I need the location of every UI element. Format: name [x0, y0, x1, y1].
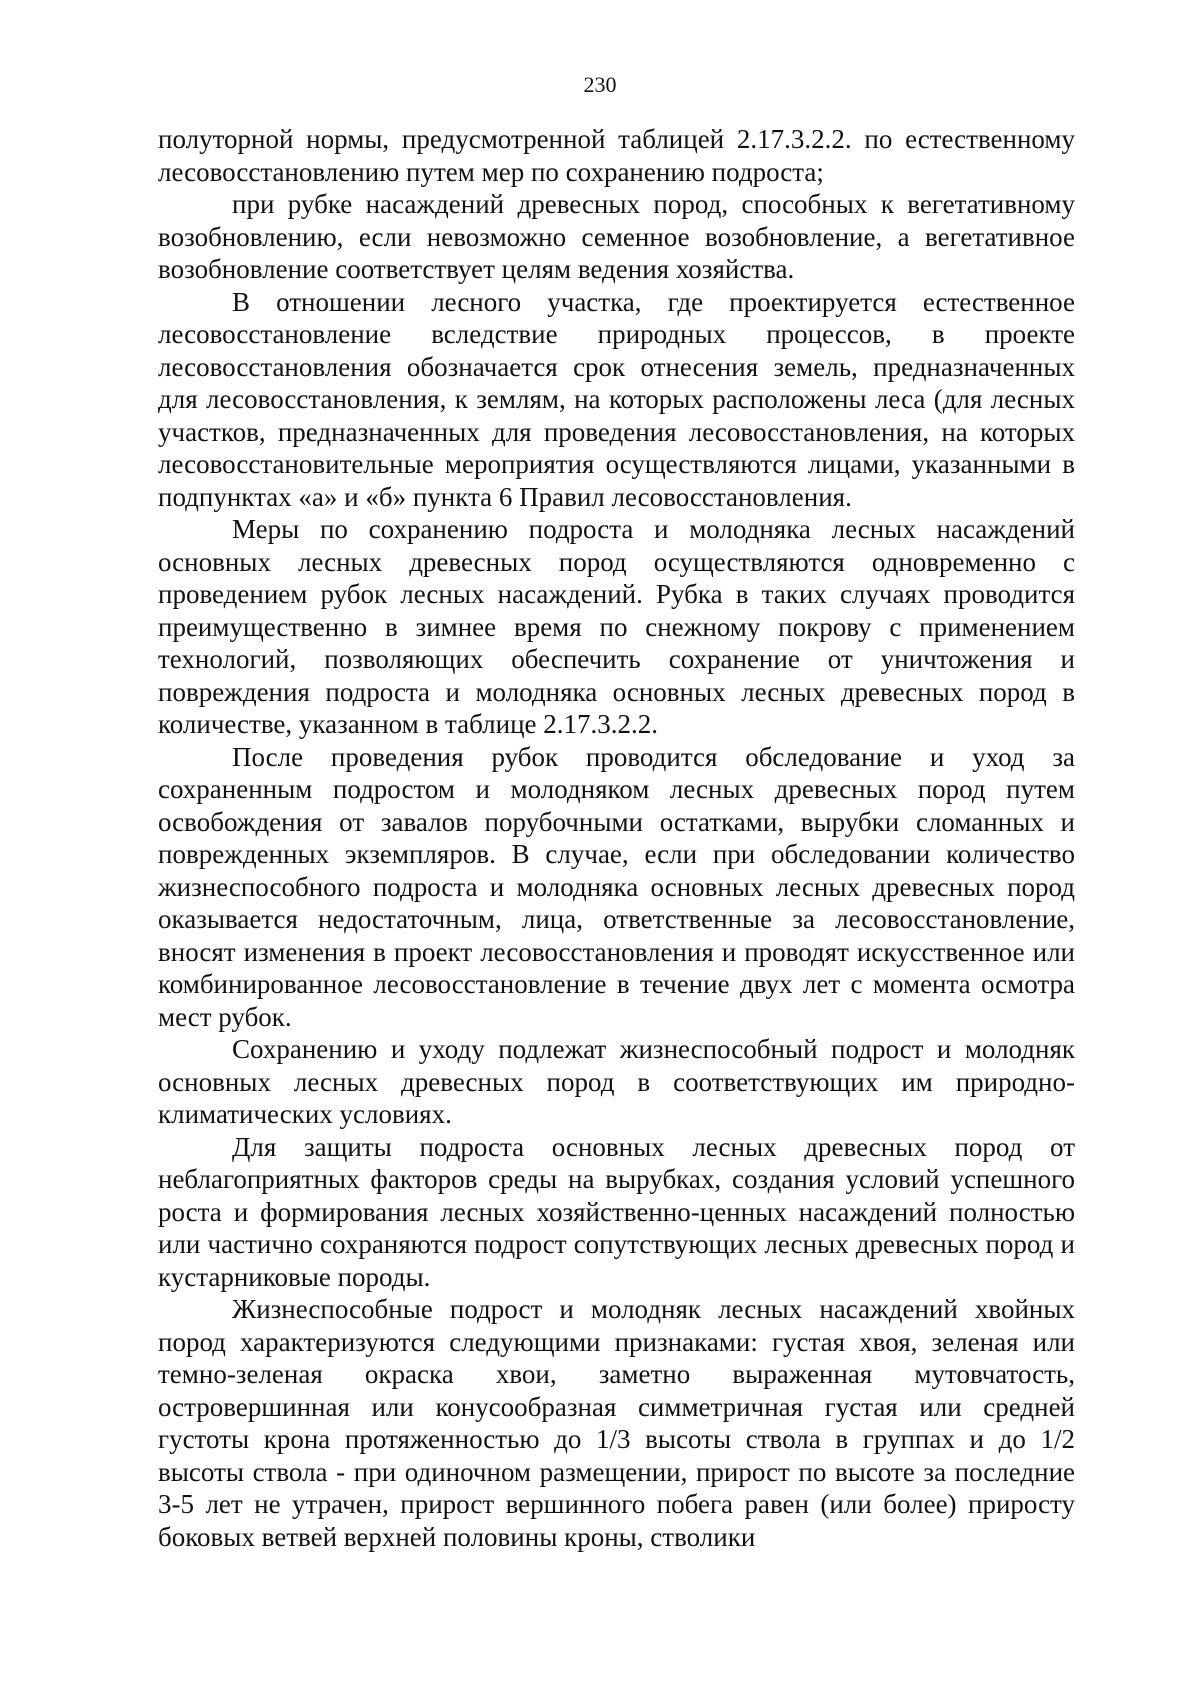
page-number: 230 [583, 72, 617, 97]
paragraph-2: при рубке насаждений древесных пород, способных к вегетативному возобновлению, если невозможно семенное возобновление, а вегетативное возобновление соответствует целям ведения хозяйства. [158, 189, 1075, 284]
paragraph-7: Для защиты подроста основных лесных древесных пород от неблагоприятных факторов среды на вырубках, создания условий успешного роста и формирования лесных хозяйственно-ценных насаждений полностью или частично сохраняются подрост сопутствующих лесных древесных пород и кустарниковые породы. [158, 1131, 1075, 1292]
paragraph-6: Сохранению и уходу подлежат жизнеспособный подрост и молодняк основных лесных древесных пород в соответствующих им природно-климатических условиях. [158, 1034, 1075, 1129]
paragraph-1: полуторной нормы, предусмотренной таблицей 2.17.3.2.2. по естественному лесовосстановлению путем мер по сохранению подроста; [158, 124, 1075, 187]
paragraph-8: Жизнеспособные подрост и молодняк лесных насаждений хвойных пород характеризуются следующими признаками: густая хвоя, зеленая или темно-зеленая окраска хвои, заметно выраженная мутовчатость, островершинная или конусообразная симметричная густая или средней густоты крона протяженностью до 1/3 высоты ствола в группах и до 1/2 высоты ствола - при одиночном размещении, прирост по высоте за последние 3-5 лет не утрачен, прирост вершинного побега равен (или более) приросту боковых ветвей верхней половины кроны, стволики [158, 1294, 1075, 1552]
paragraph-3: В отношении лесного участка, где проектируется естественное лесовосстановление вследствие природных процессов, в проекте лесовосстановления обозначается срок отнесения земель, предназначенных для лесовосстановления, к землям, на которых расположены леса (для лесных участков, предназначенных для проведения лесовосстановления, на которых лесовосстановительные мероприятия осуществляются лицами, указанными в подпунктах «а» и «б» пункта 6 Правил лесовосстановления. [158, 286, 1075, 512]
document-body [158, 123, 1075, 1553]
paragraph-5: После проведения рубок проводится обследование и уход за сохраненным подростом и молодняком лесных древесных пород путем освобождения от завалов порубочными остатками, вырубки сломанных и поврежденных экземпляров. В случае, если при обследовании количество жизнеспособного подроста и молодняка основных лесных древесных пород оказывается недостаточным, лица, ответственные за лесовосстановление, вносят изменения в проект лесовосстановления и проводят искусственное или комбинированное лесовосстановление в течение двух лет с момента осмотра мест рубок. [158, 741, 1075, 1032]
paragraph-4: Меры по сохранению подроста и молодняка лесных насаждений основных лесных древесных пород осуществляются одновременно с проведением рубок лесных насаждений. Рубка в таких случаях проводится преимущественно в зимнее время по снежному покрову с применением технологий, позволяющих обеспечить сохранение от уничтожения и повреждения подроста и молодняка основных лесных древесных пород в количестве, указанном в таблице 2.17.3.2.2. [158, 514, 1075, 739]
